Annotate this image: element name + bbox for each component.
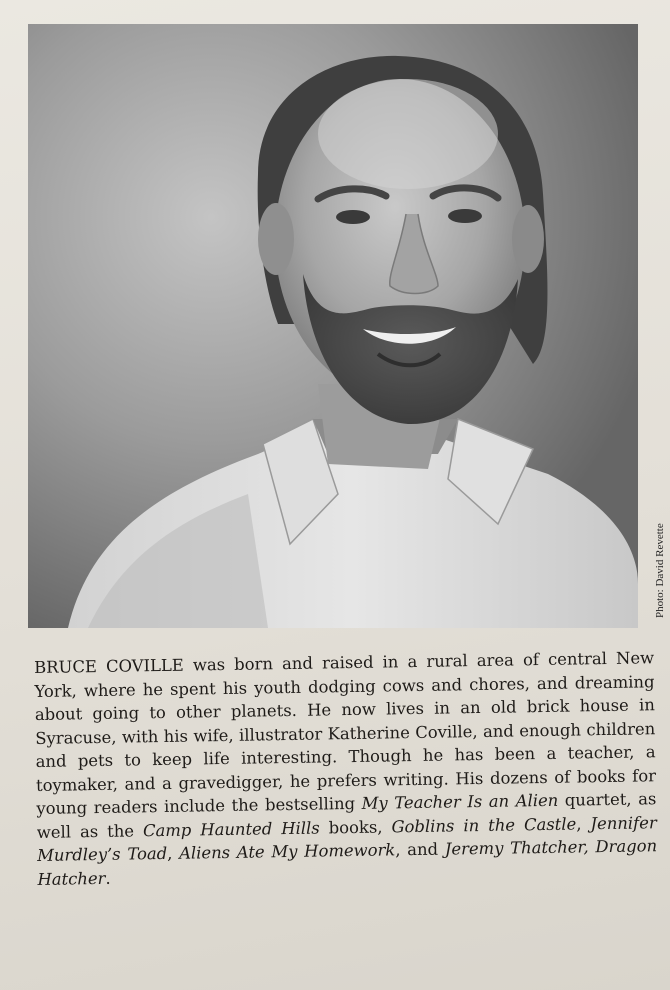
bio-text-6: , and: [395, 839, 445, 860]
bio-text-7: .: [105, 868, 111, 888]
book-title-camp-haunted-hills: Camp Haunted Hills: [142, 818, 320, 840]
author-photo: [28, 24, 638, 628]
book-title-goblins-in-the-castle: Goblins in the Castle: [391, 814, 577, 836]
bio-text-3: books,: [319, 816, 392, 838]
photo-credit: Photo: David Revette: [654, 523, 666, 618]
book-title-aliens-ate-my-homework: Aliens Ate My Homework: [178, 840, 396, 863]
photo-credit-container: [618, 470, 666, 620]
author-bio: [34, 646, 658, 891]
author-name: BRUCE COVILLE: [34, 655, 184, 677]
book-title-jeremy-thatcher-dragon-hatcher: Jeremy Thatcher, Dragon Hatcher: [37, 836, 658, 889]
author-portrait-illustration: [28, 24, 638, 628]
book-title-my-teacher-is-an-alien: My Teacher Is an Alien: [361, 790, 559, 813]
bio-text-5: ,: [166, 843, 180, 863]
bio-text-4: ,: [576, 813, 591, 834]
bio-text-2: quartet, as well as the: [36, 789, 657, 842]
bio-text-1: was born and raised in a rural area of central New York, where he spent his youth dodging cows and chores, and dreaming about going to other planets. He now lives in an old brick house in Syracuse, with his wife, illustrator Katherine Coville, and enough children and pets to keep life interesting. Though he has been a teacher, a toymaker, and a gravedigger, he prefers writing. His dozens of books for young readers include the bestselling: [34, 648, 657, 818]
book-title-jennifer-murdleys-toad: Jennifer Murdley’s Toad: [36, 812, 657, 865]
